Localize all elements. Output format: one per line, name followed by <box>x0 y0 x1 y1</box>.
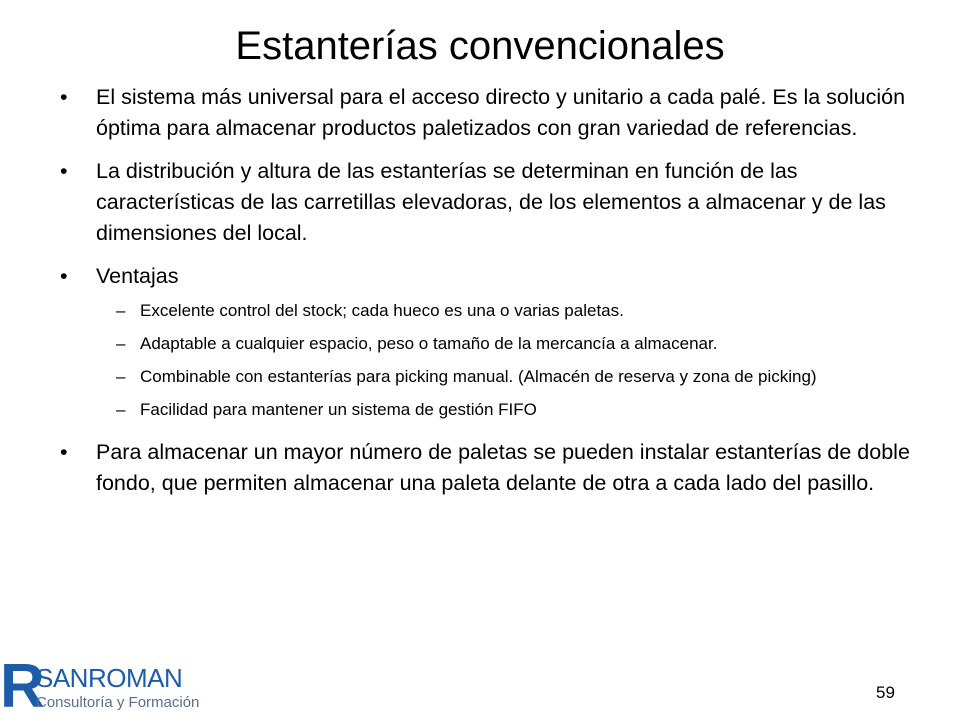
bullet-mark: • <box>60 85 68 109</box>
logo-letter: R <box>0 652 45 721</box>
bullet-item <box>58 156 914 249</box>
sub-bullet-text: Combinable con estanterías para picking manual. (Almacén de reserva y zona de picking) <box>140 367 817 386</box>
bullet-text: Para almacenar un mayor número de paletas se pueden instalar estanterías de doble fondo, que permiten almacenar una paleta delante de otra a cada lado del pasillo. <box>96 440 910 495</box>
sub-bullet-list <box>58 298 914 423</box>
bullet-mark: • <box>60 159 68 183</box>
sub-bullet-item <box>58 397 914 423</box>
page-number: 59 <box>876 683 895 702</box>
sub-bullet-item <box>58 331 914 357</box>
sub-bullet-text: Excelente control del stock; cada hueco es una o varias paletas. <box>140 301 624 320</box>
bullet-text: Ventajas <box>96 264 179 288</box>
sub-bullet-mark: – <box>116 301 126 320</box>
bullet-item <box>58 437 914 499</box>
bullet-item <box>58 261 914 292</box>
bullet-text: El sistema más universal para el acceso directo y unitario a cada palé. Es la solución óptima para almacenar productos paletizados con gran variedad de referencias. <box>96 85 906 140</box>
bullet-item <box>58 82 914 144</box>
logo-name: SANROMAN <box>36 663 183 693</box>
slide-title: Estanterías convencionales <box>235 24 725 68</box>
sub-bullet-mark: – <box>116 334 126 353</box>
sub-bullet-mark: – <box>116 367 126 386</box>
bullet-mark: • <box>60 264 68 288</box>
company-logo <box>0 652 240 721</box>
sub-bullet-text: Facilidad para mantener un sistema de gestión FIFO <box>140 400 537 419</box>
sub-bullet-item <box>58 364 914 390</box>
sub-bullet-mark: – <box>116 400 126 419</box>
slide-content <box>58 82 914 511</box>
bullet-text: La distribución y altura de las estanterías se determinan en función de las características de las carretillas elevadoras, de los elementos a almacenar y de las dimensiones del local. <box>96 159 886 245</box>
sub-bullet-text: Adaptable a cualquier espacio, peso o tamaño de la mercancía a almacenar. <box>140 334 718 353</box>
bullet-mark: • <box>60 440 68 464</box>
sub-bullet-item <box>58 298 914 324</box>
logo-tagline: Consultoría y Formación <box>36 694 200 711</box>
